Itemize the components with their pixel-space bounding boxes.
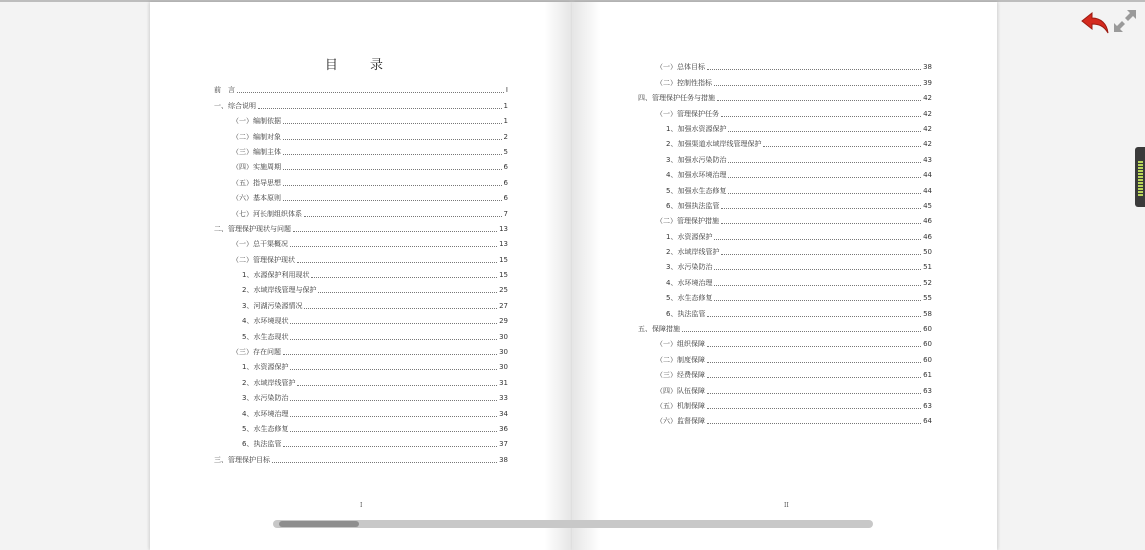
toc-entry[interactable] xyxy=(638,57,932,72)
toc-entry[interactable] xyxy=(638,319,932,334)
toc-entry-page: 33 xyxy=(499,394,508,403)
page-spine-shadow xyxy=(572,2,600,550)
toc-leader-dots xyxy=(707,407,921,409)
toc-entry-label: 5、加强水生态修复 xyxy=(666,186,727,195)
toc-entry-label: （六）监督保障 xyxy=(656,417,705,426)
toc-leader-dots xyxy=(290,399,497,401)
toc-entry[interactable] xyxy=(214,342,508,357)
toc-entry-page: 58 xyxy=(923,309,932,318)
toc-entry-label: 4、水环境治理 xyxy=(666,278,713,287)
right-page xyxy=(572,2,997,550)
toc-entry-label: 3、加强水污染防治 xyxy=(666,155,727,164)
toc-entry[interactable] xyxy=(214,249,508,264)
toc-entry[interactable] xyxy=(214,126,508,141)
toc-leader-dots xyxy=(311,276,497,278)
toc-entry-label: 4、水环境现状 xyxy=(242,317,289,326)
toc-leader-dots xyxy=(290,322,497,324)
toc-leader-dots xyxy=(283,184,502,186)
toc-entry-label: 6、执法监管 xyxy=(666,309,706,318)
toc-entry-label: 1、水资源保护 xyxy=(666,232,713,241)
toc-entry-label: 5、水生态现状 xyxy=(242,332,289,341)
toc-entry-page: 55 xyxy=(923,294,932,303)
toc-entry-label: （一）组织保障 xyxy=(656,340,705,349)
toc-leader-dots xyxy=(714,299,921,301)
toc-entry-label: （一）总体目标 xyxy=(656,63,705,72)
toc-entry[interactable] xyxy=(214,449,508,464)
toc-entry-label: （一）管理保护任务 xyxy=(656,109,719,118)
toc-entry-page: 37 xyxy=(499,440,508,449)
toc-entry-label: 4、加强水环境治理 xyxy=(666,171,727,180)
toc-entry-page: 46 xyxy=(923,217,932,226)
toc-entry[interactable] xyxy=(214,172,508,187)
toc-entry[interactable] xyxy=(638,242,932,257)
toc-entry-page: 60 xyxy=(923,325,932,334)
toc-entry[interactable] xyxy=(638,380,932,395)
toc-entry-label: 3、水污染防治 xyxy=(666,263,713,272)
toc-entry[interactable] xyxy=(214,357,508,372)
toc-entry[interactable] xyxy=(214,111,508,126)
toc-entry-label: 1、水源保护利用现状 xyxy=(242,271,310,280)
toc-entry[interactable] xyxy=(214,372,508,387)
toc-entry-page: 34 xyxy=(499,409,508,418)
toc-entry[interactable] xyxy=(638,334,932,349)
toc-entry-page: 38 xyxy=(499,455,508,464)
toc-entry-label: （二）制度保障 xyxy=(656,355,705,364)
toc-entry[interactable] xyxy=(214,295,508,310)
toc-entry-page: 13 xyxy=(499,240,508,249)
toc-leader-dots xyxy=(763,145,921,147)
toc-entry[interactable] xyxy=(638,257,932,272)
toc-entry-page: 64 xyxy=(923,417,932,426)
toc-entry-page: 1 xyxy=(503,101,508,110)
toc-entry-page: 5 xyxy=(503,147,508,156)
toc-entry-label: （六）基本原则 xyxy=(232,194,281,203)
toc-entry[interactable] xyxy=(214,311,508,326)
toc-entry-label: 2、加强渠道水域岸线管理保护 xyxy=(666,140,762,149)
toc-entry[interactable] xyxy=(638,211,932,226)
toc-list-left xyxy=(214,80,508,465)
toc-leader-dots xyxy=(707,376,921,378)
toc-leader-dots xyxy=(707,361,921,363)
toc-leader-dots xyxy=(293,230,497,232)
grip-icon xyxy=(1138,161,1143,197)
toc-entry-label: （一）总干渠概况 xyxy=(232,240,288,249)
toc-entry[interactable] xyxy=(638,396,932,411)
toc-entry-page: 30 xyxy=(499,332,508,341)
page-number: II xyxy=(784,502,789,509)
toc-entry-page: 60 xyxy=(923,340,932,349)
toc-leader-dots xyxy=(297,384,497,386)
toc-entry-page: 15 xyxy=(499,271,508,280)
toc-leader-dots xyxy=(717,99,921,101)
toc-entry-page: I xyxy=(505,86,508,95)
toc-entry-label: 一、综合说明 xyxy=(214,101,256,110)
toc-entry[interactable] xyxy=(638,88,932,103)
side-panel-handle[interactable] xyxy=(1135,147,1145,207)
toc-entry[interactable] xyxy=(214,265,508,280)
toc-entry[interactable] xyxy=(214,219,508,234)
toc-leader-dots xyxy=(272,461,497,463)
toc-entry[interactable] xyxy=(214,280,508,295)
toc-entry-label: 6、加强执法监管 xyxy=(666,201,720,210)
toc-entry-page: 30 xyxy=(499,363,508,372)
toc-entry-page: 61 xyxy=(923,371,932,380)
toc-leader-dots xyxy=(283,122,502,124)
toc-entry-label: 3、水污染防治 xyxy=(242,394,289,403)
toc-entry-page: 60 xyxy=(923,355,932,364)
toc-entry-page: 6 xyxy=(503,194,508,203)
toc-entry-label: 1、加强水资源保护 xyxy=(666,124,727,133)
toc-entry-page: 6 xyxy=(503,163,508,172)
toc-entry-page: 7 xyxy=(503,209,508,218)
toc-leader-dots xyxy=(283,138,502,140)
toc-leader-dots xyxy=(237,91,504,93)
toc-entry-label: 前 言 xyxy=(214,86,235,95)
toc-entry-page: 50 xyxy=(923,248,932,257)
toc-entry-page: 42 xyxy=(923,124,932,133)
toc-entry-label: （五）机制保障 xyxy=(656,401,705,410)
toc-entry[interactable] xyxy=(638,149,932,164)
toc-entry-page: 46 xyxy=(923,232,932,241)
page-number: I xyxy=(360,502,363,509)
toc-list-right xyxy=(638,57,932,426)
toc-entry-page: 43 xyxy=(923,155,932,164)
toc-entry-page: 38 xyxy=(923,63,932,72)
toc-leader-dots xyxy=(728,176,921,178)
toc-entry[interactable] xyxy=(214,203,508,218)
toc-entry-page: 52 xyxy=(923,278,932,287)
toc-entry[interactable] xyxy=(638,272,932,287)
toc-leader-dots xyxy=(721,253,921,255)
toc-entry-label: 五、保障措施 xyxy=(638,325,680,334)
toc-entry[interactable] xyxy=(214,95,508,110)
toc-leader-dots xyxy=(728,161,921,163)
expand-arrows-icon[interactable] xyxy=(1112,8,1140,36)
toc-entry-label: 四、管理保护任务与措施 xyxy=(638,94,715,103)
toc-entry-label: （二）管理保护措施 xyxy=(656,217,719,226)
toc-entry-label: 6、执法监管 xyxy=(242,440,282,449)
toc-leader-dots xyxy=(721,115,921,117)
toc-entry-label: 5、水生态修复 xyxy=(242,424,289,433)
toc-leader-dots xyxy=(258,107,502,109)
toc-leader-dots xyxy=(283,153,502,155)
toc-entry[interactable] xyxy=(214,80,508,95)
toc-entry-label: （七）河长制组织体系 xyxy=(232,209,302,218)
page-spine-shadow xyxy=(544,2,572,550)
toc-entry-page: 42 xyxy=(923,109,932,118)
toc-leader-dots xyxy=(728,130,921,132)
toc-leader-dots xyxy=(728,192,921,194)
toc-entry-label: （四）实施周期 xyxy=(232,163,281,172)
toc-entry-label: 5、水生态修复 xyxy=(666,294,713,303)
toc-entry[interactable] xyxy=(214,234,508,249)
toc-entry-label: 2、水域岸线管理与保护 xyxy=(242,286,317,295)
toc-entry-page: 45 xyxy=(923,201,932,210)
toc-leader-dots xyxy=(707,422,921,424)
toc-entry[interactable] xyxy=(638,365,932,380)
toc-entry-label: 2、水域岸线管护 xyxy=(666,248,720,257)
toc-entry[interactable] xyxy=(638,196,932,211)
toc-entry-page: 31 xyxy=(499,378,508,387)
toc-entry-label: （四）队伍保障 xyxy=(656,386,705,395)
toc-entry[interactable] xyxy=(638,134,932,149)
toc-entry-page: 15 xyxy=(499,255,508,264)
toc-entry-label: 二、管理保护现状与问题 xyxy=(214,224,291,233)
toc-entry[interactable] xyxy=(638,349,932,364)
toc-entry[interactable] xyxy=(214,157,508,172)
toc-leader-dots xyxy=(682,330,921,332)
toc-entry-page: 25 xyxy=(499,286,508,295)
toc-leader-dots xyxy=(318,291,497,293)
toc-entry-page: 44 xyxy=(923,171,932,180)
toc-entry-page: 29 xyxy=(499,317,508,326)
toc-leader-dots xyxy=(304,215,502,217)
toc-entry-page: 6 xyxy=(503,178,508,187)
toc-entry[interactable] xyxy=(214,403,508,418)
toc-entry-page: 1 xyxy=(503,117,508,126)
toc-leader-dots xyxy=(707,315,921,317)
toc-entry[interactable] xyxy=(638,226,932,241)
toc-entry-page: 51 xyxy=(923,263,932,272)
toc-entry[interactable] xyxy=(214,434,508,449)
toc-leader-dots xyxy=(283,199,502,201)
toc-entry-label: 4、水环境治理 xyxy=(242,409,289,418)
toc-leader-dots xyxy=(707,68,921,70)
toc-entry-label: （二）管理保护现状 xyxy=(232,255,295,264)
toc-entry-label: （二）控制性指标 xyxy=(656,78,712,87)
toc-entry-label: 3、河湖污染源情况 xyxy=(242,301,303,310)
toc-entry[interactable] xyxy=(214,188,508,203)
toc-entry-page: 63 xyxy=(923,386,932,395)
toc-leader-dots xyxy=(714,268,921,270)
toc-entry-label: （三）存在问题 xyxy=(232,348,281,357)
toc-leader-dots xyxy=(707,392,921,394)
toc-leader-dots xyxy=(283,353,497,355)
toc-entry-label: （一）编制依据 xyxy=(232,117,281,126)
toc-entry-label: （五）指导思想 xyxy=(232,178,281,187)
toc-entry-page: 42 xyxy=(923,94,932,103)
toc-leader-dots xyxy=(721,222,921,224)
toc-leader-dots xyxy=(721,207,921,209)
toc-entry-page: 13 xyxy=(499,224,508,233)
scrollbar-thumb[interactable] xyxy=(279,521,359,527)
horizontal-scrollbar[interactable] xyxy=(273,520,873,528)
toc-leader-dots xyxy=(304,307,497,309)
toc-entry-label: （二）编制对象 xyxy=(232,132,281,141)
toc-entry-page: 44 xyxy=(923,186,932,195)
toc-entry[interactable] xyxy=(638,411,932,426)
toc-entry[interactable] xyxy=(214,142,508,157)
toc-entry[interactable] xyxy=(638,165,932,180)
toc-entry[interactable] xyxy=(214,388,508,403)
toc-title: 目 录 xyxy=(324,58,398,73)
toc-entry[interactable] xyxy=(638,303,932,318)
toc-entry[interactable] xyxy=(638,180,932,195)
toc-leader-dots xyxy=(290,245,497,247)
toc-entry[interactable] xyxy=(638,119,932,134)
undo-arrow-icon[interactable] xyxy=(1080,10,1108,38)
toc-entry-page: 36 xyxy=(499,424,508,433)
toc-entry[interactable] xyxy=(214,419,508,434)
toc-entry-label: 三、管理保护目标 xyxy=(214,455,270,464)
toc-entry-label: 1、水资源保护 xyxy=(242,363,289,372)
toc-leader-dots xyxy=(714,238,921,240)
toc-leader-dots xyxy=(283,168,502,170)
toc-leader-dots xyxy=(714,284,921,286)
toc-leader-dots xyxy=(283,445,497,447)
toc-leader-dots xyxy=(707,345,921,347)
toc-entry-page: 2 xyxy=(503,132,508,141)
toc-leader-dots xyxy=(297,261,497,263)
toc-leader-dots xyxy=(290,415,497,417)
toc-entry-page: 63 xyxy=(923,401,932,410)
toc-entry[interactable] xyxy=(214,326,508,341)
toc-entry-page: 27 xyxy=(499,301,508,310)
left-page xyxy=(150,2,572,550)
toc-entry-page: 30 xyxy=(499,348,508,357)
toc-leader-dots xyxy=(290,368,497,370)
toc-entry-page: 42 xyxy=(923,140,932,149)
toc-entry-page: 39 xyxy=(923,78,932,87)
toc-leader-dots xyxy=(714,84,921,86)
toc-entry-label: 2、水域岸线管护 xyxy=(242,378,296,387)
toc-leader-dots xyxy=(290,338,497,340)
toc-entry[interactable] xyxy=(638,72,932,87)
toc-entry[interactable] xyxy=(638,103,932,118)
toc-entry-label: （三）编制主体 xyxy=(232,147,281,156)
toc-leader-dots xyxy=(290,430,497,432)
toc-entry-label: （三）经费保障 xyxy=(656,371,705,380)
toc-entry[interactable] xyxy=(638,288,932,303)
